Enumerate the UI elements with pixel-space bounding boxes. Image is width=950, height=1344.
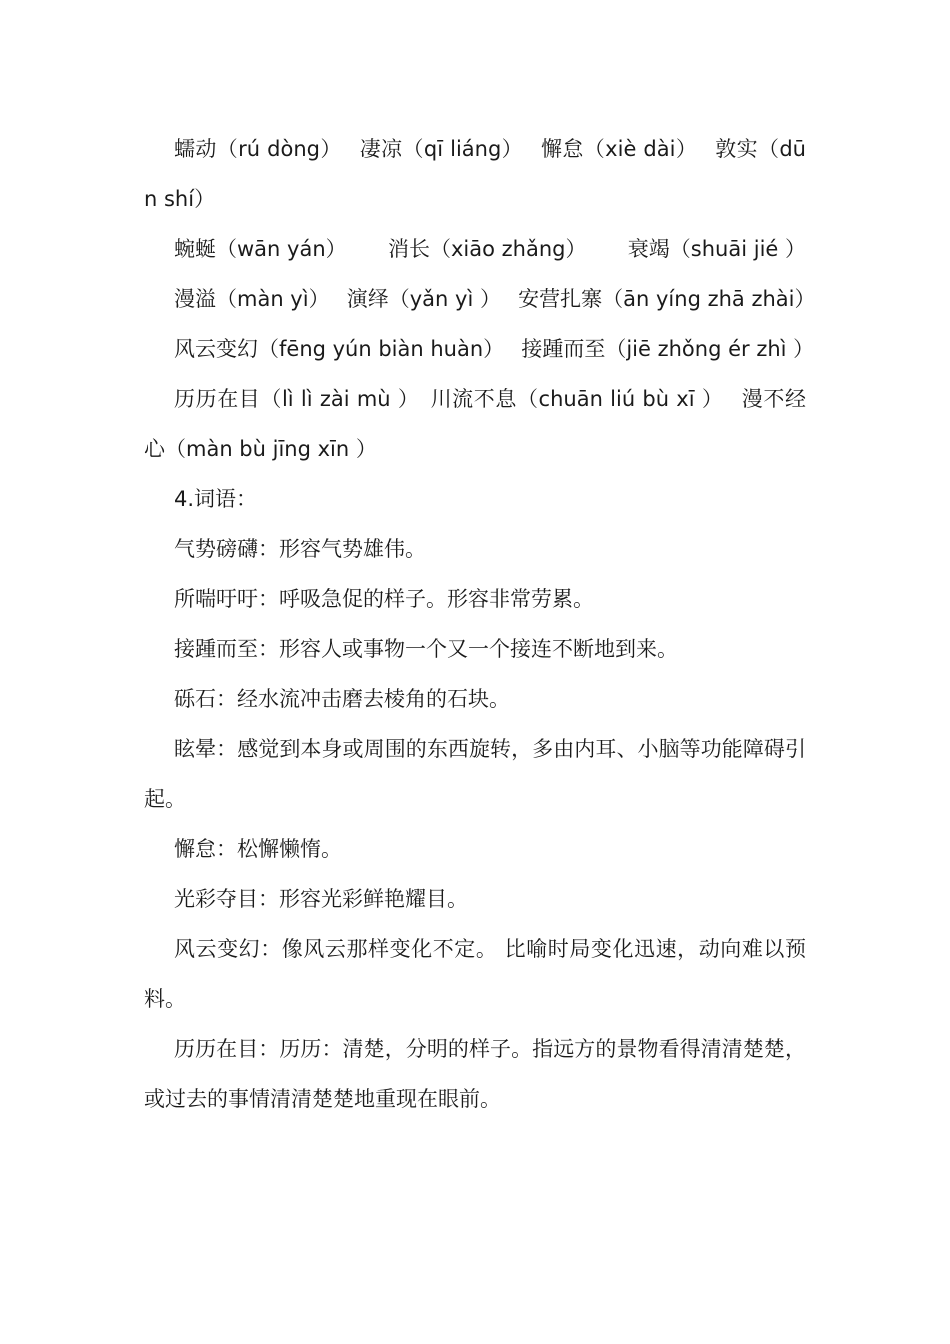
definition-item: 所喘吁吁：呼吸急促的样子。形容非常劳累。	[174, 587, 594, 611]
definition-item: 气势磅礴：形容气势雄伟。	[174, 537, 426, 561]
pinyin-line-1: 蠕动（rú dòng） 凄凉（qī liáng） 懈怠（xiè dài） 敦实（dūn shí）	[144, 137, 806, 211]
pinyin-word: 消长（xiāo zhǎng）	[387, 237, 587, 261]
definition-item: 接踵而至：形容人或事物一个又一个接连不断地到来。	[174, 637, 678, 661]
definition-item: 历历在目：历历：清楚，分明的样子。指远方的景物看得清清楚楚，或过去的事情清清楚楚地重现在眼前。	[144, 1037, 806, 1111]
definition-item: 风云变幻：像风云那样变化不定。 比喻时局变化迅速，动向难以预料。	[144, 937, 806, 1011]
pinyin-line-5: 历历在目（lì lì zài mù ） 川流不息（chuān liú bù xī ） 漫不经心（màn bù jīng xīn ）	[144, 387, 806, 461]
document-page	[144, 124, 816, 1124]
pinyin-word: 蜿蜒（wān yán）	[174, 237, 347, 261]
pinyin-line-2	[144, 224, 806, 274]
pinyin-line-3: 漫溢（màn yì） 演绎（yǎn yì ） 安营扎寨（ān yíng zhā zhài）	[174, 287, 816, 311]
definition-item: 砾石：经水流冲击磨去棱角的石块。	[174, 687, 510, 711]
pinyin-line-4: 风云变幻（fēng yún biàn huàn） 接踵而至（jiē zhǒng ér zhì ）	[174, 337, 815, 361]
definition-item: 眩晕：感觉到本身或周围的东西旋转，多由内耳、小脑等功能障碍引起。	[144, 737, 806, 811]
definition-item: 光彩夺目：形容光彩鲜艳耀目。	[174, 887, 468, 911]
definition-item: 懈怠：松懈懒惰。	[174, 837, 342, 861]
section-heading: 4.词语：	[174, 487, 258, 511]
pinyin-word: 衰竭（shuāi jié ）	[627, 237, 806, 261]
